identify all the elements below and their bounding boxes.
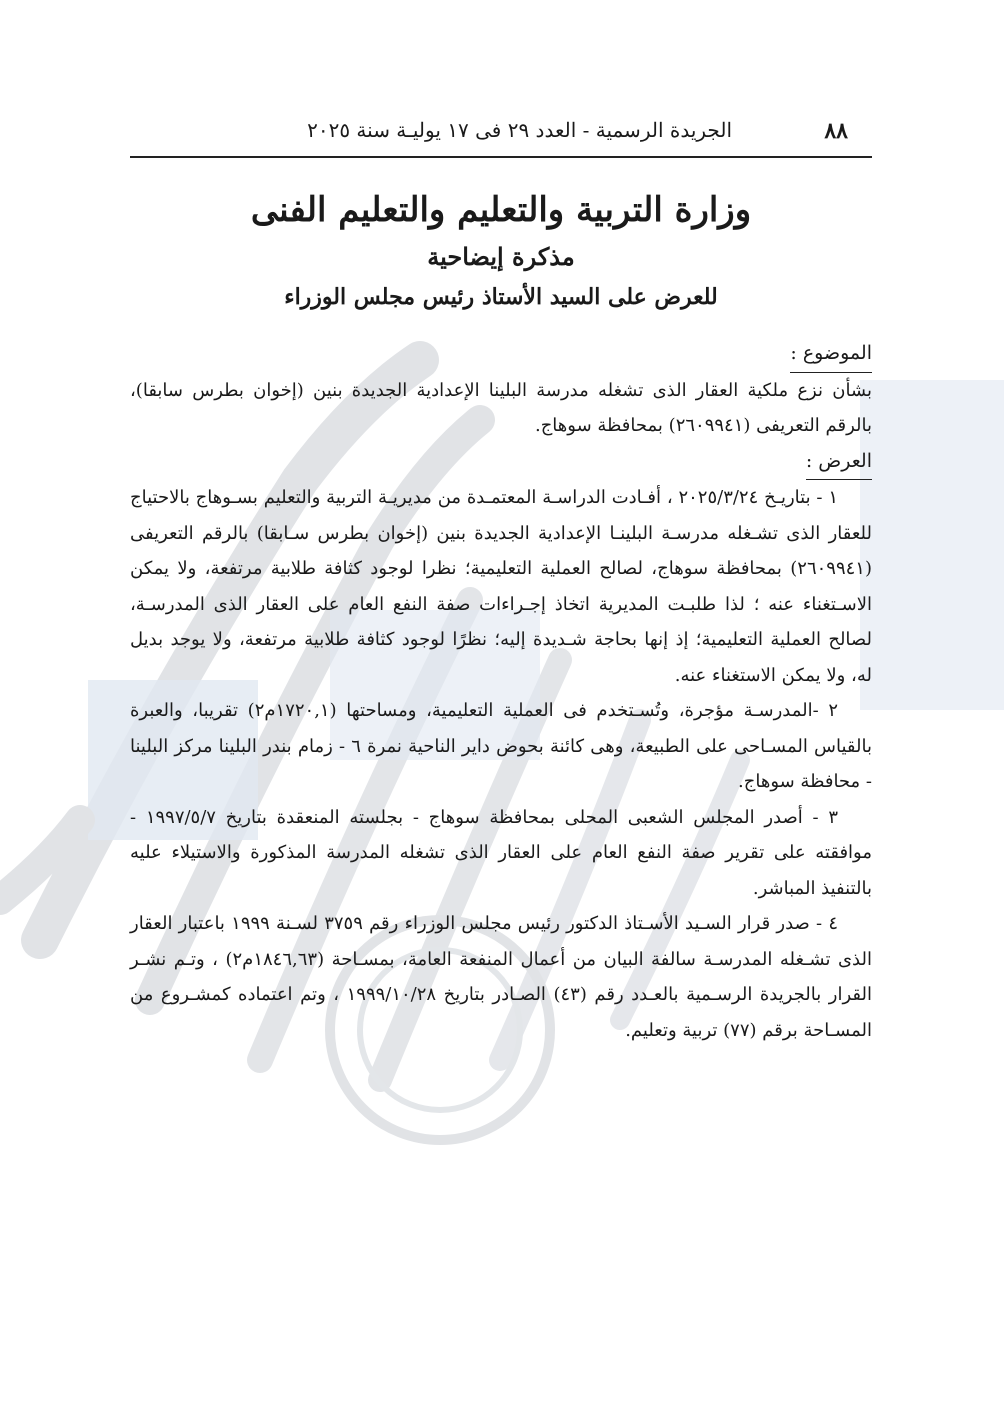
memo-type: مذكرة إيضاحية (427, 242, 575, 271)
presented-to: للعرض على السيد الأستاذ رئيس مجلس الوزراء (284, 284, 718, 310)
running-title: الجريدة الرسمية - العدد ٢٩ فى ١٧ يوليـة سنة ٢٠٢٥ (307, 118, 732, 142)
paragraph-item: ٣ - أصدر المجلس الشعبى المحلى بمحافظة سوهاج - بجلسته المنعقدة بتاريخ ١٩٩٧/٥/٧ - موافقته على تقرير صفة النفع العام على العقار الذى تشغله المدرسة المذكورة والاستيلاء عليه بالتنفيذ المباشر. (130, 806, 872, 899)
page-number: ٨٨ (824, 118, 848, 144)
paragraph-item: ٢ -المدرسـة مؤجرة، وتُسـتخدم فى العملية التعليمية، ومساحتها (١٧٢٠,١م٢) تقريبا، والعبرة بالقياس المسـاحى على الطبيعة، وهى كائنة بحوض داير الناحية نمرة ٦ - زمام بندر البلينا مركز البلينا - محافظة سوهاج. (130, 700, 873, 792)
paragraph-item: ٤ - صدر قرار السـيد الأسـتاذ الدكتور رئيس مجلس الوزراء رقم ٣٧٥٩ لسـنة ١٩٩٩ باعتبار العقار الذى تشـغله المدرسـة سالفة البيان من أعمال المنفعة العامة، بمسـاحة (١٨٤٦,٦٣م٢) ، وتـم نشـر القرار بالجريدة الرسـمية بالعـدد رقم (٤٣) الصـادر بتاريخ ١٩٩٩/١٠/٢٨ ، وتم اعتماده كمشـروع من المسـاحة برقم (٧٧) تربية وتعليم. (130, 913, 873, 1041)
header-rule (130, 156, 872, 158)
page-header (130, 112, 872, 158)
subject-label: الموضوع : (790, 336, 872, 373)
presentation-label: العرض : (806, 444, 872, 481)
document-body (130, 336, 872, 1048)
paragraph-item: ١ - بتاريـخ ٢٠٢٥/٣/٢٤ ، أفـادت الدراسـة المعتمـدة من مديريـة التربية والتعليم بسـوهاج بالاحتياج للعقار الذى تشـغله مدرسـة البلينـا الإعدادية الجديدة بنين (إخوان بطرس سـابقا) بالرقم التعريفى (٢٦٠٩٩٤١) بمحافظة سوهاج، لصالح العملية التعليمية؛ نظرا لوجود كثافة طلابية مرتفعة، ولا يمكن الاسـتغناء عنه ؛ لذا طلبـت المديرية اتخاذ إجـراءات صفة النفع العام على العقار الذى المدرسـة، لصالح العملية التعليمية؛ إذ إنها بحاجة شـديدة إليه؛ نظرًا لوجود كثافة طلابية مرتفعة، ولا يوجد بديل له، ولا يمكن الاستغناء عنه. (130, 487, 872, 686)
ministry-title: وزارة التربية والتعليم والتعليم الفنى (250, 190, 752, 230)
subject-text: بشأن نزع ملكية العقار الذى تشغله مدرسة البلينا الإعدادية الجديدة بنين (إخوان بطرس سابقا)، بالرقم التعريفى (٢٦٠٩٩٤١) بمحافظة سوهاج. (130, 379, 872, 436)
